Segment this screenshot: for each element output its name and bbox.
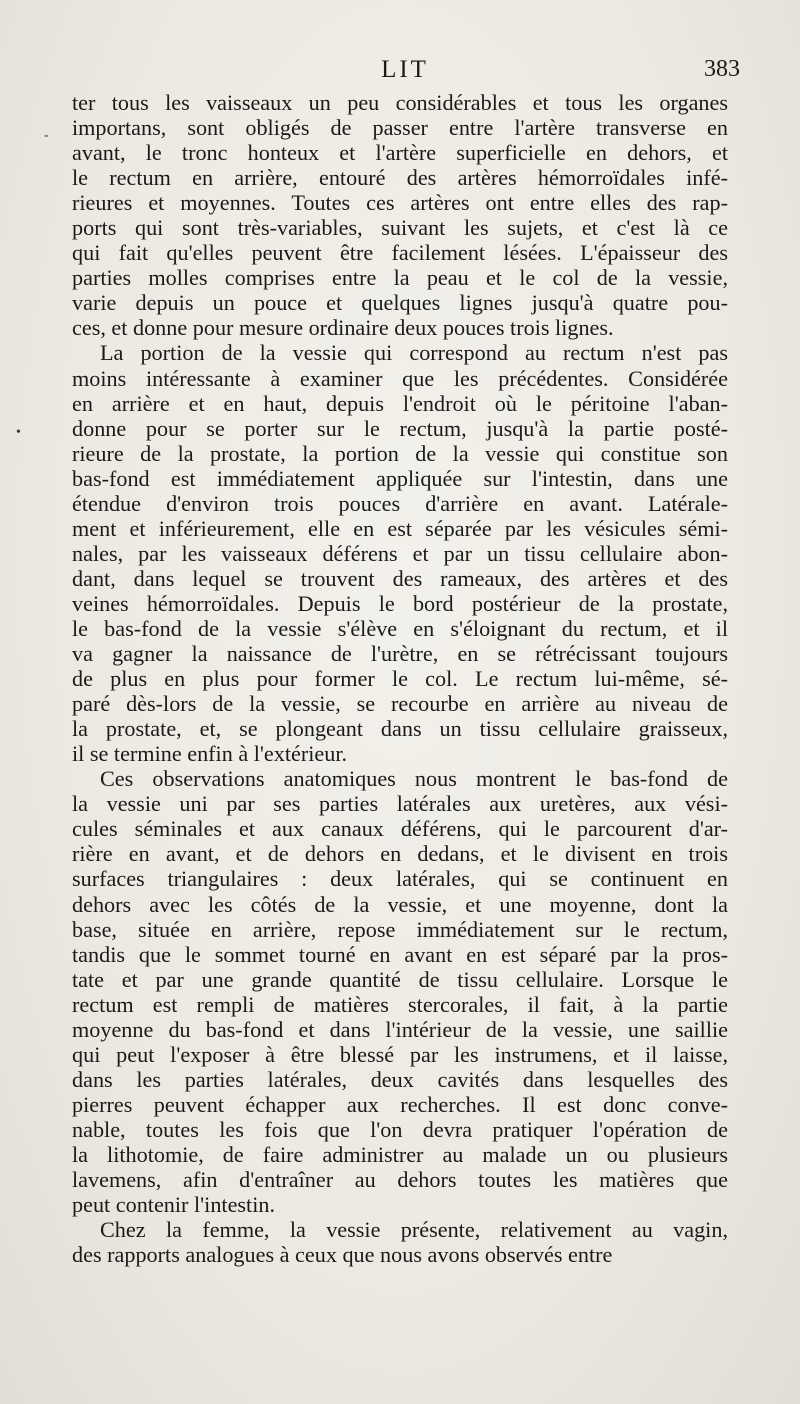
paragraph: [72, 340, 728, 766]
text-line: Chez la femme, la vessie présente, relativement au vagin,: [100, 1217, 728, 1243]
text-line: avant, le tronc honteux et l'artère superficielle en dehors, et: [72, 140, 728, 166]
text-line: ter tous les vaisseaux un peu considérables et tous les organes: [72, 90, 728, 115]
text-line: parties molles comprises entre la peau et le col de la vessie,: [72, 265, 728, 291]
page-number: 383: [704, 56, 740, 82]
text-line: bas-fond est immédiatement appliquée sur l'intestin, dans une: [72, 465, 728, 491]
text-line: moins intéressante à examiner que les précédentes. Considérée: [72, 365, 728, 391]
paragraph: [72, 1217, 728, 1267]
text-line: moyenne du bas-fond et dans l'intérieur de la vessie, une saillie: [72, 1016, 728, 1042]
text-line: nable, toutes les fois que l'on devra pratiquer l'opération de: [72, 1116, 728, 1142]
text-line: dehors avec les côtés de la vessie, et une moyenne, dont la: [72, 891, 728, 917]
text-line: rieure de la prostate, la portion de la vessie qui constitue son: [72, 440, 728, 466]
text-line: ment et inférieurement, elle en est séparée par les vésicules sémi-: [72, 515, 728, 541]
text-line: La portion de la vessie qui correspond au rectum n'est pas: [100, 340, 728, 366]
margin-dot-mark: •: [16, 425, 21, 440]
text-line: tandis que le sommet tourné en avant en est séparé par la pros-: [72, 941, 728, 967]
text-line: surfaces triangulaires : deux latérales, qui se continuent en: [72, 866, 728, 892]
text-line: la prostate, et, se plongeant dans un tissu cellulaire graisseux,: [72, 716, 728, 742]
text-line: nales, par les vaisseaux déférens et par un tissu cellulaire abon-: [72, 540, 728, 566]
text-line: rière en avant, et de dehors en dedans, et le divisent en trois: [72, 841, 728, 867]
text-line: il se termine enfin à l'extérieur.: [72, 741, 348, 767]
text-line: des rapports analogues à ceux que nous avons observés entre: [72, 1242, 613, 1268]
text-line: rieures et moyennes. Toutes ces artères ont entre elles des rap-: [72, 190, 728, 216]
text-line: peut contenir l'intestin.: [72, 1192, 276, 1218]
text-line: qui peut l'exposer à être blessé par les instrumens, et il laisse,: [72, 1041, 728, 1067]
running-head: [70, 56, 740, 86]
text-line: veines hémorroïdales. Depuis le bord postérieur de la prostate,: [72, 590, 728, 616]
text-line: qui fait qu'elles peuvent être facilement lésées. L'épaisseur des: [72, 240, 728, 266]
paragraph: [72, 766, 728, 1217]
text-line: pierres peuvent échapper aux recherches. Il est donc conve-: [72, 1091, 728, 1117]
text-line: paré dès-lors de la vessie, se recourbe en arrière au niveau de: [72, 691, 728, 717]
text-line: le bas-fond de la vessie s'élève en s'éloignant du rectum, et il: [72, 615, 728, 641]
text-line: la vessie uni par ses parties latérales aux uretères, aux vési-: [72, 791, 728, 817]
text-line: importans, sont obligés de passer entre l'artère transverse en: [72, 115, 728, 141]
text-line: dant, dans lequel se trouvent des rameaux, des artères et des: [72, 565, 728, 591]
text-line: tate et par une grande quantité de tissu cellulaire. Lorsque le: [72, 966, 728, 992]
text-line: étendue d'environ trois pouces d'arrière en avant. Latérale-: [72, 490, 728, 516]
body-text: [72, 90, 728, 1267]
text-line: base, située en arrière, repose immédiatement sur le rectum,: [72, 916, 728, 942]
text-line: lavemens, afin d'entraîner au dehors toutes les matières que: [72, 1167, 728, 1193]
text-line: va gagner la naissance de l'urètre, en se rétrécissant toujours: [72, 641, 728, 667]
text-line: le rectum en arrière, entouré des artères hémorroïdales infé-: [72, 165, 728, 191]
text-line: donne pour se porter sur le rectum, jusqu'à la partie posté-: [72, 415, 728, 441]
text-line: ports qui sont très-variables, suivant les sujets, et c'est là ce: [72, 215, 728, 241]
text-line: cules séminales et aux canaux déférens, qui le parcourent d'ar-: [72, 816, 728, 842]
text-line: Ces observations anatomiques nous montrent le bas-fond de: [100, 766, 728, 792]
running-title: LIT: [381, 56, 429, 83]
text-line: ces, et donne pour mesure ordinaire deux pouces trois lignes.: [72, 315, 614, 341]
text-line: la lithotomie, de faire administrer au malade un ou plusieurs: [72, 1141, 728, 1167]
text-line: dans les parties latérales, deux cavités dans lesquelles des: [72, 1066, 728, 1092]
text-line: en arrière et en haut, depuis l'endroit où le péritoine l'aban-: [72, 390, 728, 416]
text-line: varie depuis un pouce et quelques lignes jusqu'à quatre pou-: [72, 290, 728, 316]
text-line: de plus en plus pour former le col. Le rectum lui-même, sé-: [72, 666, 728, 692]
margin-dash-mark: -: [44, 128, 49, 143]
text-line: rectum est rempli de matières stercorales, il fait, à la partie: [72, 991, 728, 1017]
paragraph: [72, 90, 728, 340]
